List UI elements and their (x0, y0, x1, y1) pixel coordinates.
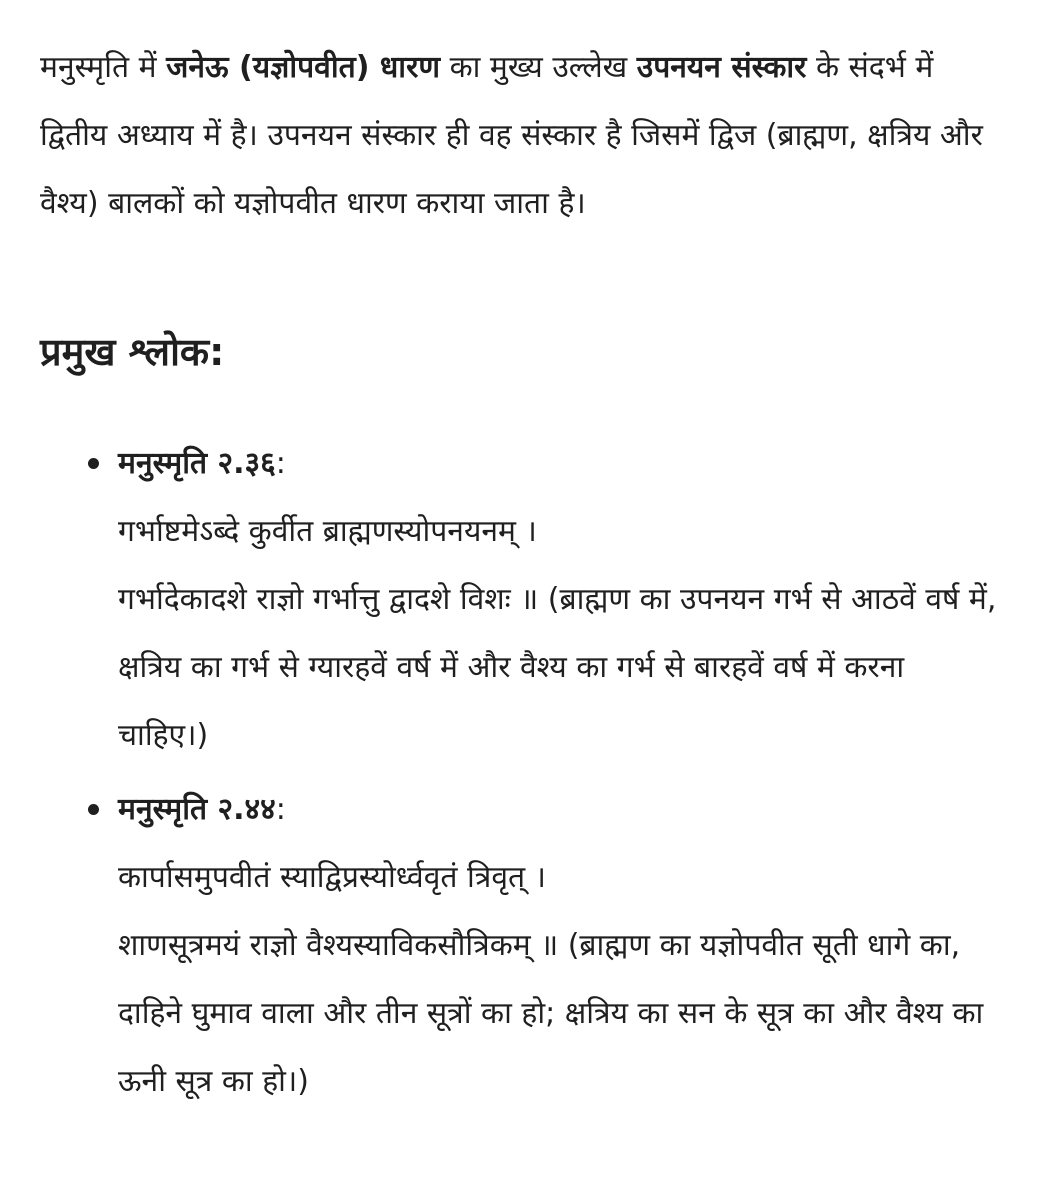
verse-shloka-line-1: गर्भाष्टमेऽब्दे कुर्वीत ब्राह्मणस्योपनयनम् । (118, 514, 537, 549)
verse-shloka-line-2: गर्भादेकादशे राज्ञो गर्भात्तु द्वादशे विशः ॥ (ब्राह्मण का उपनयन गर्भ से आठवें वर्ष में, क्षत्रिय का गर्भ से ग्यारहवें वर्ष में और वैश्य का गर्भ से बारहवें वर्ष में करना चाहिए।) (118, 582, 997, 753)
section-heading: प्रमुख श्लोक: (40, 330, 225, 374)
verse-ref-colon: : (275, 446, 286, 481)
list-item (118, 776, 998, 1116)
verse-ref-label: मनुस्मृति २.४४ (118, 792, 276, 827)
verse-shloka-line-2: शाणसूत्रमयं राज्ञो वैश्यस्याविकसौत्रिकम् ॥ (ब्राह्मण का यज्ञोपवीत सूती धागे का, दाहिने घुमाव वाला और तीन सूत्रों का हो; क्षत्रिय का सन के सूत्र का और वैश्य का ऊनी सूत्र का हो।) (118, 928, 984, 1099)
intro-text-3: के संदर्भ में द्वितीय अध्याय में है। उपनयन संस्कार ही वह संस्कार है जिसमें द्विज (ब्राह्मण, क्षत्रिय और वैश्य) बालकों को यज्ञोपवीत धारण कराया जाता है। (40, 50, 983, 221)
intro-paragraph (40, 34, 998, 238)
verse-shloka-line-1: कार्पासमुपवीतं स्याद्विप्रस्योर्ध्ववृतं त्रिवृत् । (118, 860, 547, 895)
intro-bold-upanayan: उपनयन संस्कार (636, 50, 807, 85)
verse-ref-label: मनुस्मृति २.३६ (118, 446, 276, 481)
verse-ref-colon: : (275, 792, 286, 827)
verse-reference (118, 430, 998, 498)
verse-reference (118, 776, 998, 844)
intro-text-2: का मुख्य उल्लेख (440, 50, 637, 85)
intro-text-1: मनुस्मृति में (40, 50, 167, 85)
intro-bold-janeu: जनेऊ (यज्ञोपवीत) धारण (166, 50, 441, 85)
list-item (118, 430, 998, 770)
verse-list (40, 430, 998, 1116)
